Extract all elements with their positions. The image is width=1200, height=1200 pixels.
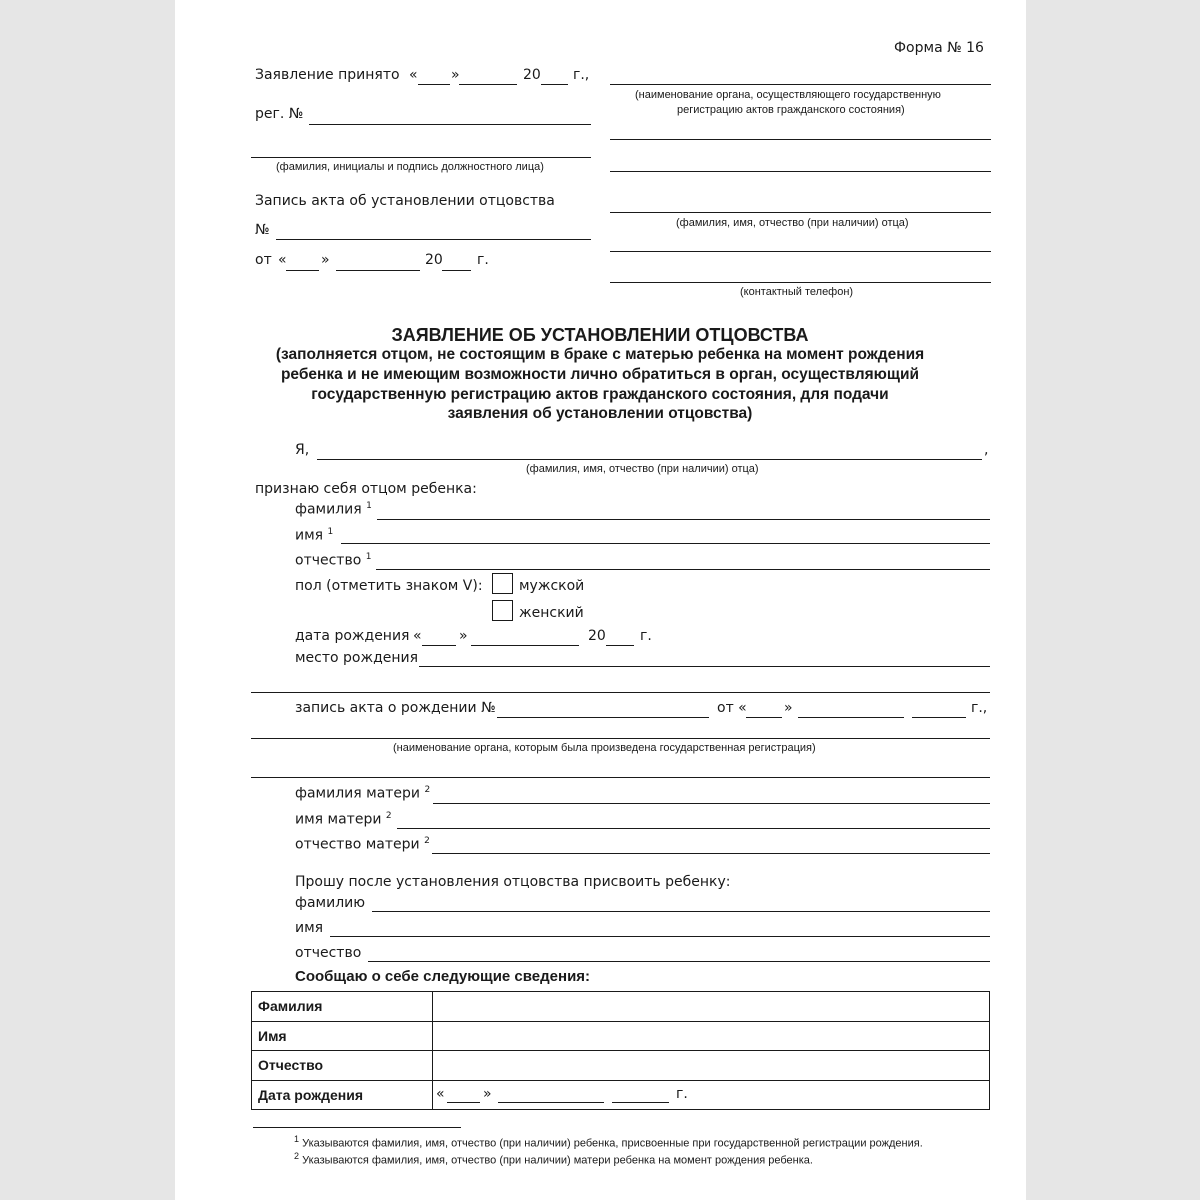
official-signature-field[interactable] [251,157,591,158]
dob-year-suffix: г. [640,628,652,644]
title-sub-line4: заявления об установлении отцовства) [447,405,753,422]
dob-day-field[interactable] [422,645,456,646]
title-sub-line1: (заполняется отцом, не состоящим в браке с матерью ребенка на момент рождения [275,346,925,363]
applicant-info-table [251,991,990,1110]
record-no-label: № [255,222,270,238]
info-dob-year-field[interactable] [612,1102,669,1103]
father-name-field-1[interactable] [610,171,991,172]
child-surname-label [295,501,372,518]
recognize-label: признаю себя отцом ребенка: [255,481,477,497]
info-label-dob: Дата рождения [252,1080,433,1110]
record-day-field[interactable] [286,270,319,271]
dob-quote-close: » [459,628,468,644]
assign-surname-label: фамилию [295,895,366,911]
birth-organ-field[interactable] [251,738,990,739]
mother-name-field[interactable] [397,828,990,829]
pob-label: место рождения [295,650,419,666]
footnote-divider [253,1127,461,1128]
accepted-month-field[interactable] [459,84,517,85]
footnote-1-number: 1 [294,1134,300,1144]
info-dob-month-field[interactable] [498,1102,604,1103]
child-patronymic-field[interactable] [376,569,990,570]
footnote-2-text: Указываются фамилия, имя, отчество (при наличии) матери ребенка на момент рождения ребенка. [299,1154,813,1167]
female-label: женский [519,605,584,621]
dob-year-prefix: 20 [588,628,606,644]
info-dob-quote-open: « [436,1085,445,1102]
info-value-patronymic[interactable] [433,1051,990,1081]
father-caption-body: (фамилия, имя, отчество (при наличии) отца) [526,463,759,475]
info-value-name[interactable] [433,1021,990,1051]
pob-field[interactable] [419,666,990,667]
mother-name-label [295,811,392,828]
pob-field-2[interactable] [251,692,990,693]
mother-patronymic-text: отчество матери [295,836,420,853]
table-row [252,1080,990,1110]
record-from-label: от [255,252,272,268]
father-name-field-2[interactable] [610,212,991,213]
dob-year-field[interactable] [606,645,634,646]
dob-quote-open: « [413,628,422,644]
male-checkbox[interactable] [492,573,513,594]
mother-patronymic-field[interactable] [432,853,990,854]
child-name-text: имя [295,527,324,544]
organ-name-field[interactable] [610,84,991,85]
footnote-ref-2: 2 [424,836,430,846]
form-number: Форма № 16 [894,40,984,56]
info-dob-day-field[interactable] [447,1102,480,1103]
sex-label: пол (отметить знаком V): [295,578,483,594]
reg-number-field[interactable] [309,124,591,125]
phone-field[interactable] [610,282,991,283]
assign-patronymic-label: отчество [295,945,362,961]
info-label-patronymic: Отчество [252,1051,433,1081]
birth-record-month-field[interactable] [798,717,904,718]
title-sub-line3: государственную регистрацию актов гражданского состояния, для подачи [311,386,889,403]
organ-caption-line1: (наименование органа, осуществляющего государственную [635,89,941,101]
document-title: ЗАЯВЛЕНИЕ ОБ УСТАНОВЛЕНИИ ОТЦОВСТВА [391,325,809,345]
mother-surname-label [295,785,430,802]
footnote-2-number: 2 [294,1151,300,1161]
dob-label: дата рождения [295,628,410,644]
footnote-1 [294,1134,923,1150]
record-year-suffix: г. [477,252,489,268]
child-surname-field[interactable] [377,519,990,520]
title-sub-line2: ребенка и не имеющим возможности лично обратиться в орган, осуществляющий [280,366,920,383]
info-value-surname[interactable] [433,992,990,1022]
mother-surname-field[interactable] [433,803,990,804]
accepted-label: Заявление принято [255,67,400,83]
birth-record-label: запись акта о рождении № [295,700,496,716]
record-quote-close: » [321,252,330,268]
table-row [252,1051,990,1081]
footnote-ref-1: 1 [327,527,334,537]
phone-caption: (контактный телефон) [740,286,854,298]
birth-record-quote-close: » [784,700,793,716]
assign-name-label: имя [295,920,324,936]
comma: , [984,442,989,458]
assign-name-field[interactable] [330,936,990,937]
female-checkbox[interactable] [492,600,513,621]
info-value-dob[interactable] [433,1080,990,1110]
footnote-ref-1: 1 [366,501,372,511]
record-month-field[interactable] [336,270,420,271]
info-label-name: Имя [252,1021,433,1051]
birth-organ-field-2[interactable] [251,777,990,778]
organ-caption-line2: регистрацию актов гражданского состояния) [677,104,905,116]
footnote-ref-1: 1 [365,552,372,562]
table-row [252,1021,990,1051]
accepted-year-field[interactable] [541,84,568,85]
footnote-ref-2: 2 [424,785,431,795]
info-dob-year-suffix: г. [676,1085,688,1102]
assign-patronymic-field[interactable] [368,961,990,962]
dob-month-field[interactable] [471,645,579,646]
footnote-1-text: Указываются фамилия, имя, отчество (при наличии) ребенка, присвоенные при государственной регистрации рождения. [299,1137,923,1150]
table-row [252,992,990,1022]
child-name-label [295,527,333,544]
record-label: Запись акта об установлении отцовства [255,193,555,209]
birth-record-year-suffix: г., [971,700,988,716]
request-label: Прошу после установления отцовства присвоить ребенку: [295,874,731,890]
father-caption-header: (фамилия, имя, отчество (при наличии) отца) [676,217,909,229]
record-year-prefix: 20 [425,252,443,268]
record-quote-open: « [278,252,287,268]
birth-record-number-field[interactable] [497,717,709,718]
father-address-field-1[interactable] [610,251,991,252]
info-dob-quote-close: » [483,1085,492,1102]
official-caption: (фамилия, инициалы и подпись должностного лица) [276,161,544,173]
assign-surname-field[interactable] [372,911,990,912]
accepted-day-field[interactable] [418,84,450,85]
birth-organ-caption: (наименование органа, которым была произведена государственная регистрация) [393,742,816,754]
mother-surname-text: фамилия матери [295,785,421,802]
birth-record-from: от « [717,700,747,716]
accepted-year-prefix: 20 [523,67,541,83]
accepted-quote-open: « [409,67,418,83]
record-number-field[interactable] [276,239,591,240]
child-patronymic-text: отчество [295,552,362,569]
accepted-quote-close: » [451,67,460,83]
father-fullname-field[interactable] [317,459,982,460]
info-heading: Сообщаю о себе следующие сведения: [295,968,591,985]
organ-name-field-2[interactable] [610,139,991,140]
child-patronymic-label [295,552,371,569]
child-name-field[interactable] [341,543,990,544]
info-label-surname: Фамилия [252,992,433,1022]
male-label: мужской [519,578,585,594]
i-label: Я, [295,442,310,458]
footnote-2 [294,1151,813,1167]
child-surname-text: фамилия [295,501,362,518]
birth-record-day-field[interactable] [746,717,782,718]
reg-label: рег. № [255,106,304,122]
record-year-field[interactable] [442,270,471,271]
mother-name-text: имя матери [295,811,382,828]
birth-record-year-field[interactable] [912,717,966,718]
accepted-year-suffix: г., [573,67,590,83]
footnote-ref-2: 2 [385,811,392,821]
mother-patronymic-label [295,836,430,853]
